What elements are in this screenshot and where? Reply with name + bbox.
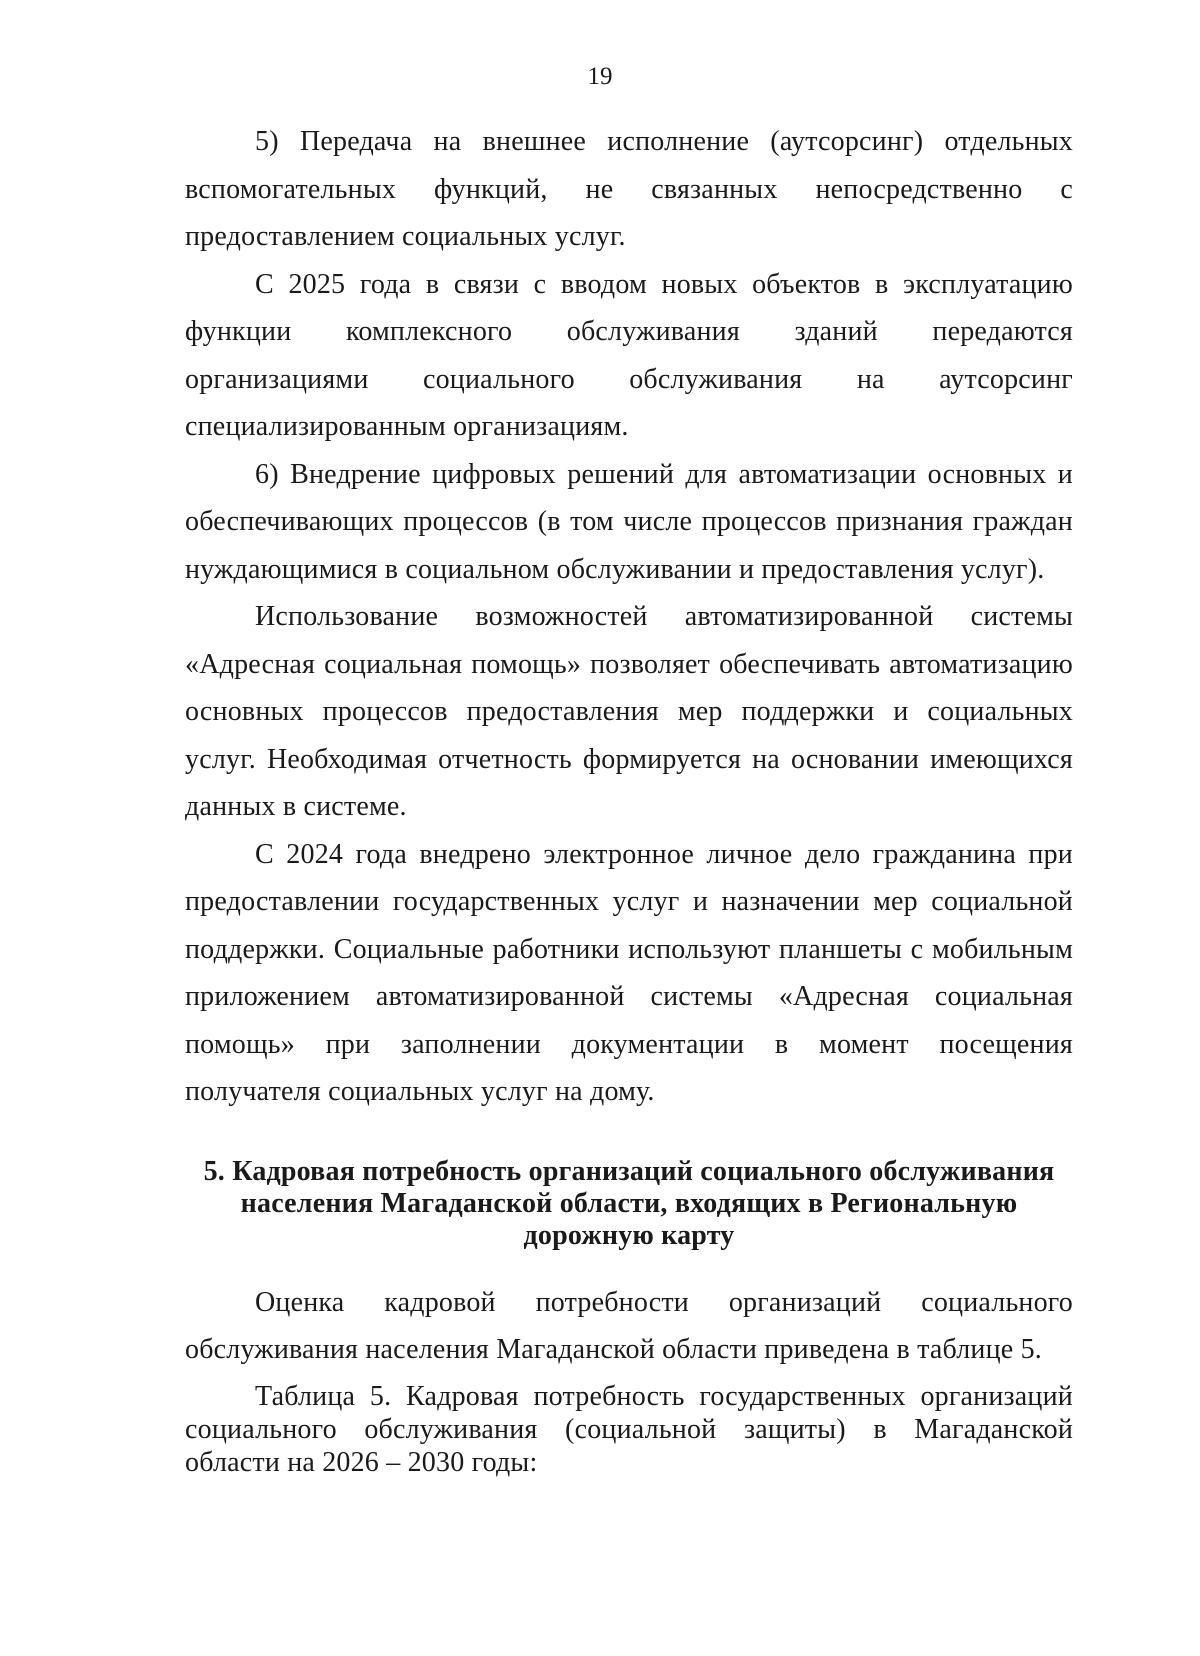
page-number: 19 <box>587 63 613 90</box>
table-caption: Таблица 5. Кадровая потребность государственных организаций социального обслуживания (социальной защиты) в Магаданской области на 2026 – 2030 годы: <box>185 1380 1073 1478</box>
document-body <box>185 118 1073 1479</box>
paragraph-automated-system: Использование возможностей автоматизированной системы «Адресная социальная помощь» позволяет обеспечивать автоматизацию основных процессов предоставления мер поддержки и социальных услуг. Необходимая отчетность формируется на основании имеющихся данных в системе. <box>185 601 1073 822</box>
paragraph-staffing-assessment: Оценка кадровой потребности организаций социального обслуживания населения Магаданской области приведена в таблице 5. <box>185 1286 1073 1365</box>
section-heading: 5. Кадровая потребность организаций социального обслуживания населения Магаданской области, входящих в Региональную дорожную карту <box>203 1155 1055 1251</box>
paragraph-digital-solutions: 6) Внедрение цифровых решений для автоматизации основных и обеспечивающих процессов (в том числе процессов признания граждан нуждающимися в социальном обслуживании и предоставления услуг). <box>185 458 1073 585</box>
paragraph-2025-facilities: С 2025 года в связи с вводом новых объектов в эксплуатацию функции комплексного обслуживания зданий передаются организациями социального обслуживания на аутсорсинг специализированным организациям. <box>185 268 1073 442</box>
paragraph-outsourcing: 5) Передача на внешнее исполнение (аутсорсинг) отдельных вспомогательных функций, не связанных непосредственно с предоставлением социальных услуг. <box>185 126 1073 252</box>
paragraph-2024-electronic-file: С 2024 года внедрено электронное личное дело гражданина при предоставлении государственных услуг и назначении мер социальной поддержки. Социальные работники используют планшеты с мобильным приложением автоматизированной системы «Адресная социальная помощь» при заполнении документации в момент посещения получателя социальных услуг на дому. <box>185 838 1073 1107</box>
